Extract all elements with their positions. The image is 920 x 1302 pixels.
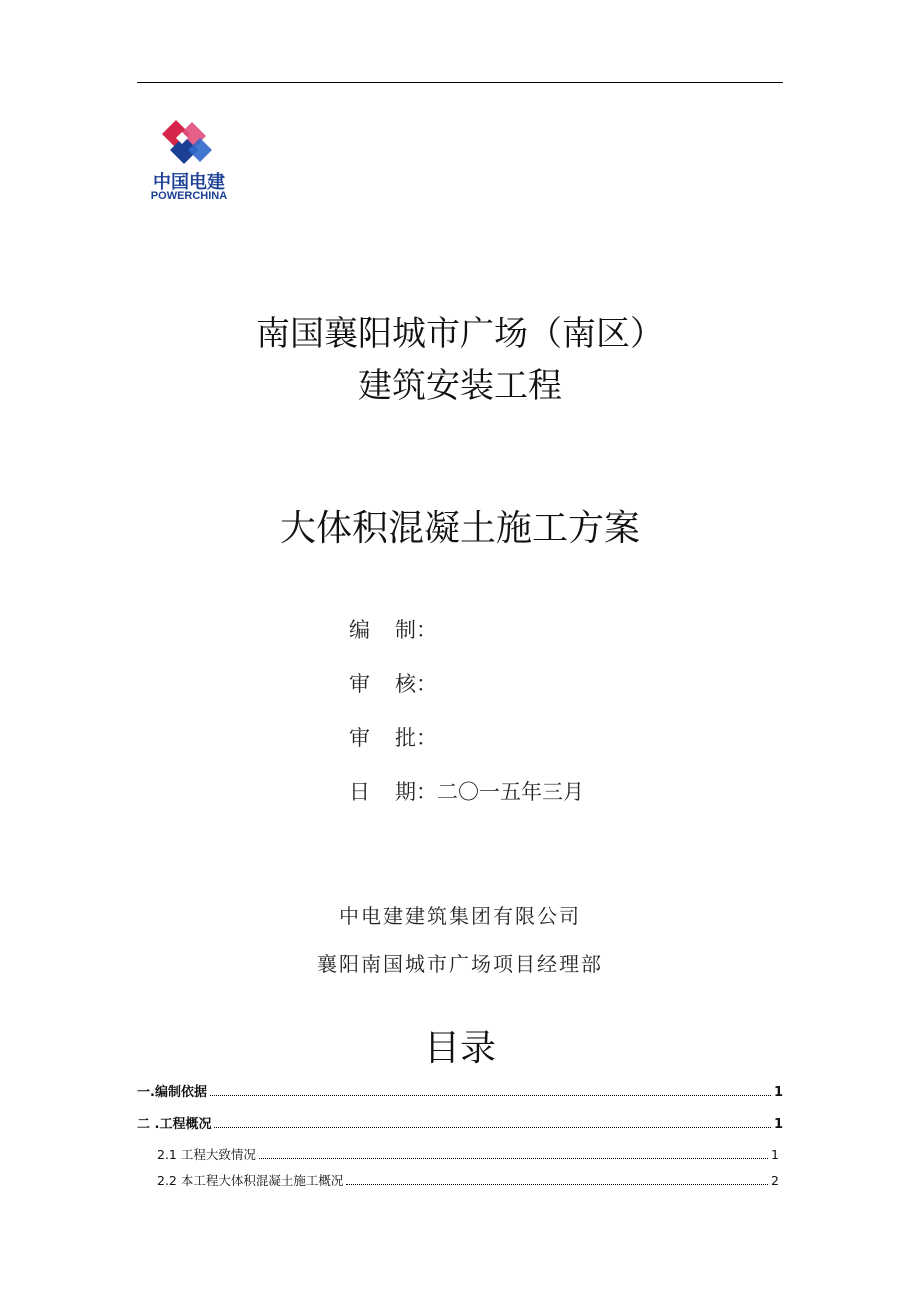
signoff-prepared	[349, 614, 437, 644]
signoff-label-char: 期：	[395, 780, 437, 804]
toc-leader-dots	[259, 1157, 768, 1159]
project-title-line2: 建筑安装工程	[358, 366, 562, 406]
signoff-reviewed	[349, 668, 437, 698]
toc-entry-label: 2.1 工程大致情况	[157, 1147, 256, 1162]
powerchina-logo	[140, 118, 240, 208]
project-title-line1: 南国襄阳城市广场（南区）	[256, 314, 664, 354]
signoff-label-char: 核：	[395, 672, 437, 696]
signoff-label-char: 编	[349, 618, 370, 642]
toc-entry-page: 1	[773, 1117, 783, 1132]
signoff-label-char: 审	[349, 726, 370, 750]
header-rule	[137, 82, 783, 83]
toc-title: 目录	[423, 1028, 496, 1069]
toc-entry[interactable]	[137, 1081, 783, 1100]
toc-leader-dots	[346, 1183, 768, 1185]
signoff-label-char: 审	[349, 672, 370, 696]
logo-name-en: POWERCHINA	[150, 190, 228, 202]
powerchina-emblem-icon	[156, 118, 216, 168]
toc-entry-label: 二 .工程概况	[137, 1117, 212, 1132]
toc-entry-label: 2.2 本工程大体积混凝土施工概况	[157, 1173, 344, 1188]
signoff-value: 二〇一五年三月	[437, 780, 584, 804]
signoff-label-char: 批：	[395, 726, 437, 750]
toc-entry-page: 1	[771, 1147, 779, 1162]
signoff-date	[349, 776, 584, 806]
toc-entry-page: 1	[773, 1085, 783, 1100]
signoff-label-char: 日	[349, 780, 370, 804]
toc-leader-dots	[210, 1094, 771, 1096]
signoff-label-char: 制：	[395, 618, 437, 642]
logo-name-cn: 中国电建	[153, 172, 225, 193]
signoff-approved	[349, 722, 437, 752]
department-name: 襄阳南国城市广场项目经理部	[317, 952, 603, 976]
company-name: 中电建建筑集团有限公司	[339, 904, 581, 928]
toc-entry-page: 2	[771, 1173, 779, 1188]
toc-leader-dots	[214, 1126, 770, 1128]
toc-entry-label: 一.编制依据	[137, 1085, 207, 1100]
toc-entry[interactable]	[157, 1145, 779, 1163]
toc-entry[interactable]	[137, 1113, 783, 1132]
toc-entry[interactable]	[157, 1171, 779, 1189]
document-title: 大体积混凝土施工方案	[279, 508, 640, 549]
